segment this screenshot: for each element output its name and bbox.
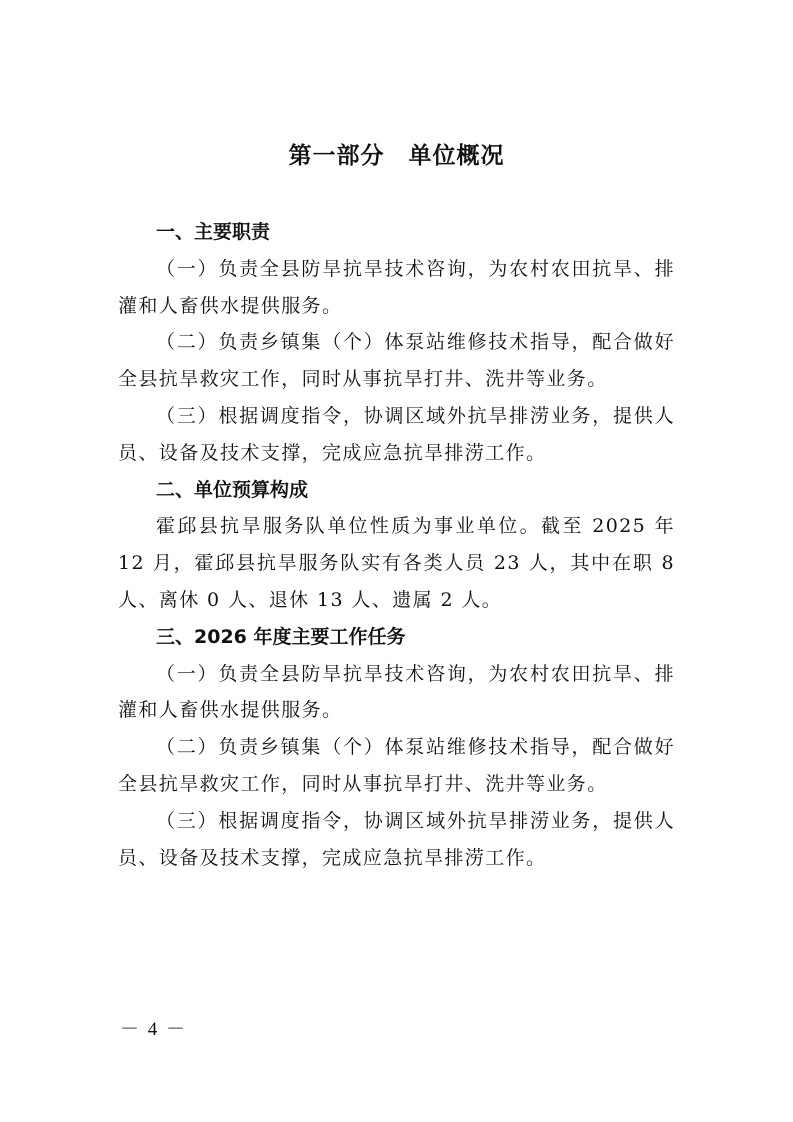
paragraph: （一）负责全县防旱抗旱技术咨询，为农村农田抗旱、排灌和人畜供水提供服务。 bbox=[118, 257, 675, 317]
section-budget-composition bbox=[118, 472, 675, 619]
section-heading: 二、单位预算构成 bbox=[156, 478, 309, 501]
paragraph: 霍邱县抗旱服务队单位性质为事业单位。截至 2025 年 12 月，霍邱县抗旱服务队实有各类人员 23 人，其中在职 8 人、离休 0 人、退休 13 人、遗属 2 人。 bbox=[118, 515, 675, 611]
page-number: － 4 － bbox=[120, 1019, 188, 1040]
paragraph: （二）负责乡镇集（个）体泵站维修技术指导，配合做好全县抗旱救灾工作，同时从事抗旱打井、洗井等业务。 bbox=[118, 736, 675, 795]
section-main-duties bbox=[118, 214, 675, 472]
section-heading: 一、主要职责 bbox=[156, 221, 271, 243]
paragraph: （一）负责全县防旱抗旱技术咨询，为农村农田抗旱、排灌和人畜供水提供服务。 bbox=[118, 662, 675, 722]
paragraph: （三）根据调度指令，协调区域外抗旱排涝业务，提供人员、设备及技术支撑，完成应急抗旱排涝工作。 bbox=[118, 809, 675, 869]
section-heading: 三、2026 年度主要工作任务 bbox=[156, 625, 406, 648]
page-title: 第一部分 单位概况 bbox=[288, 143, 505, 169]
section-annual-tasks bbox=[118, 619, 675, 877]
document-body bbox=[118, 214, 675, 876]
paragraph: （二）负责乡镇集（个）体泵站维修技术指导，配合做好全县抗旱救灾工作，同时从事抗旱打井、洗井等业务。 bbox=[118, 331, 675, 391]
paragraph: （三）根据调度指令，协调区域外抗旱排涝业务，提供人员、设备及技术支撑，完成应急抗旱排涝工作。 bbox=[118, 404, 675, 464]
